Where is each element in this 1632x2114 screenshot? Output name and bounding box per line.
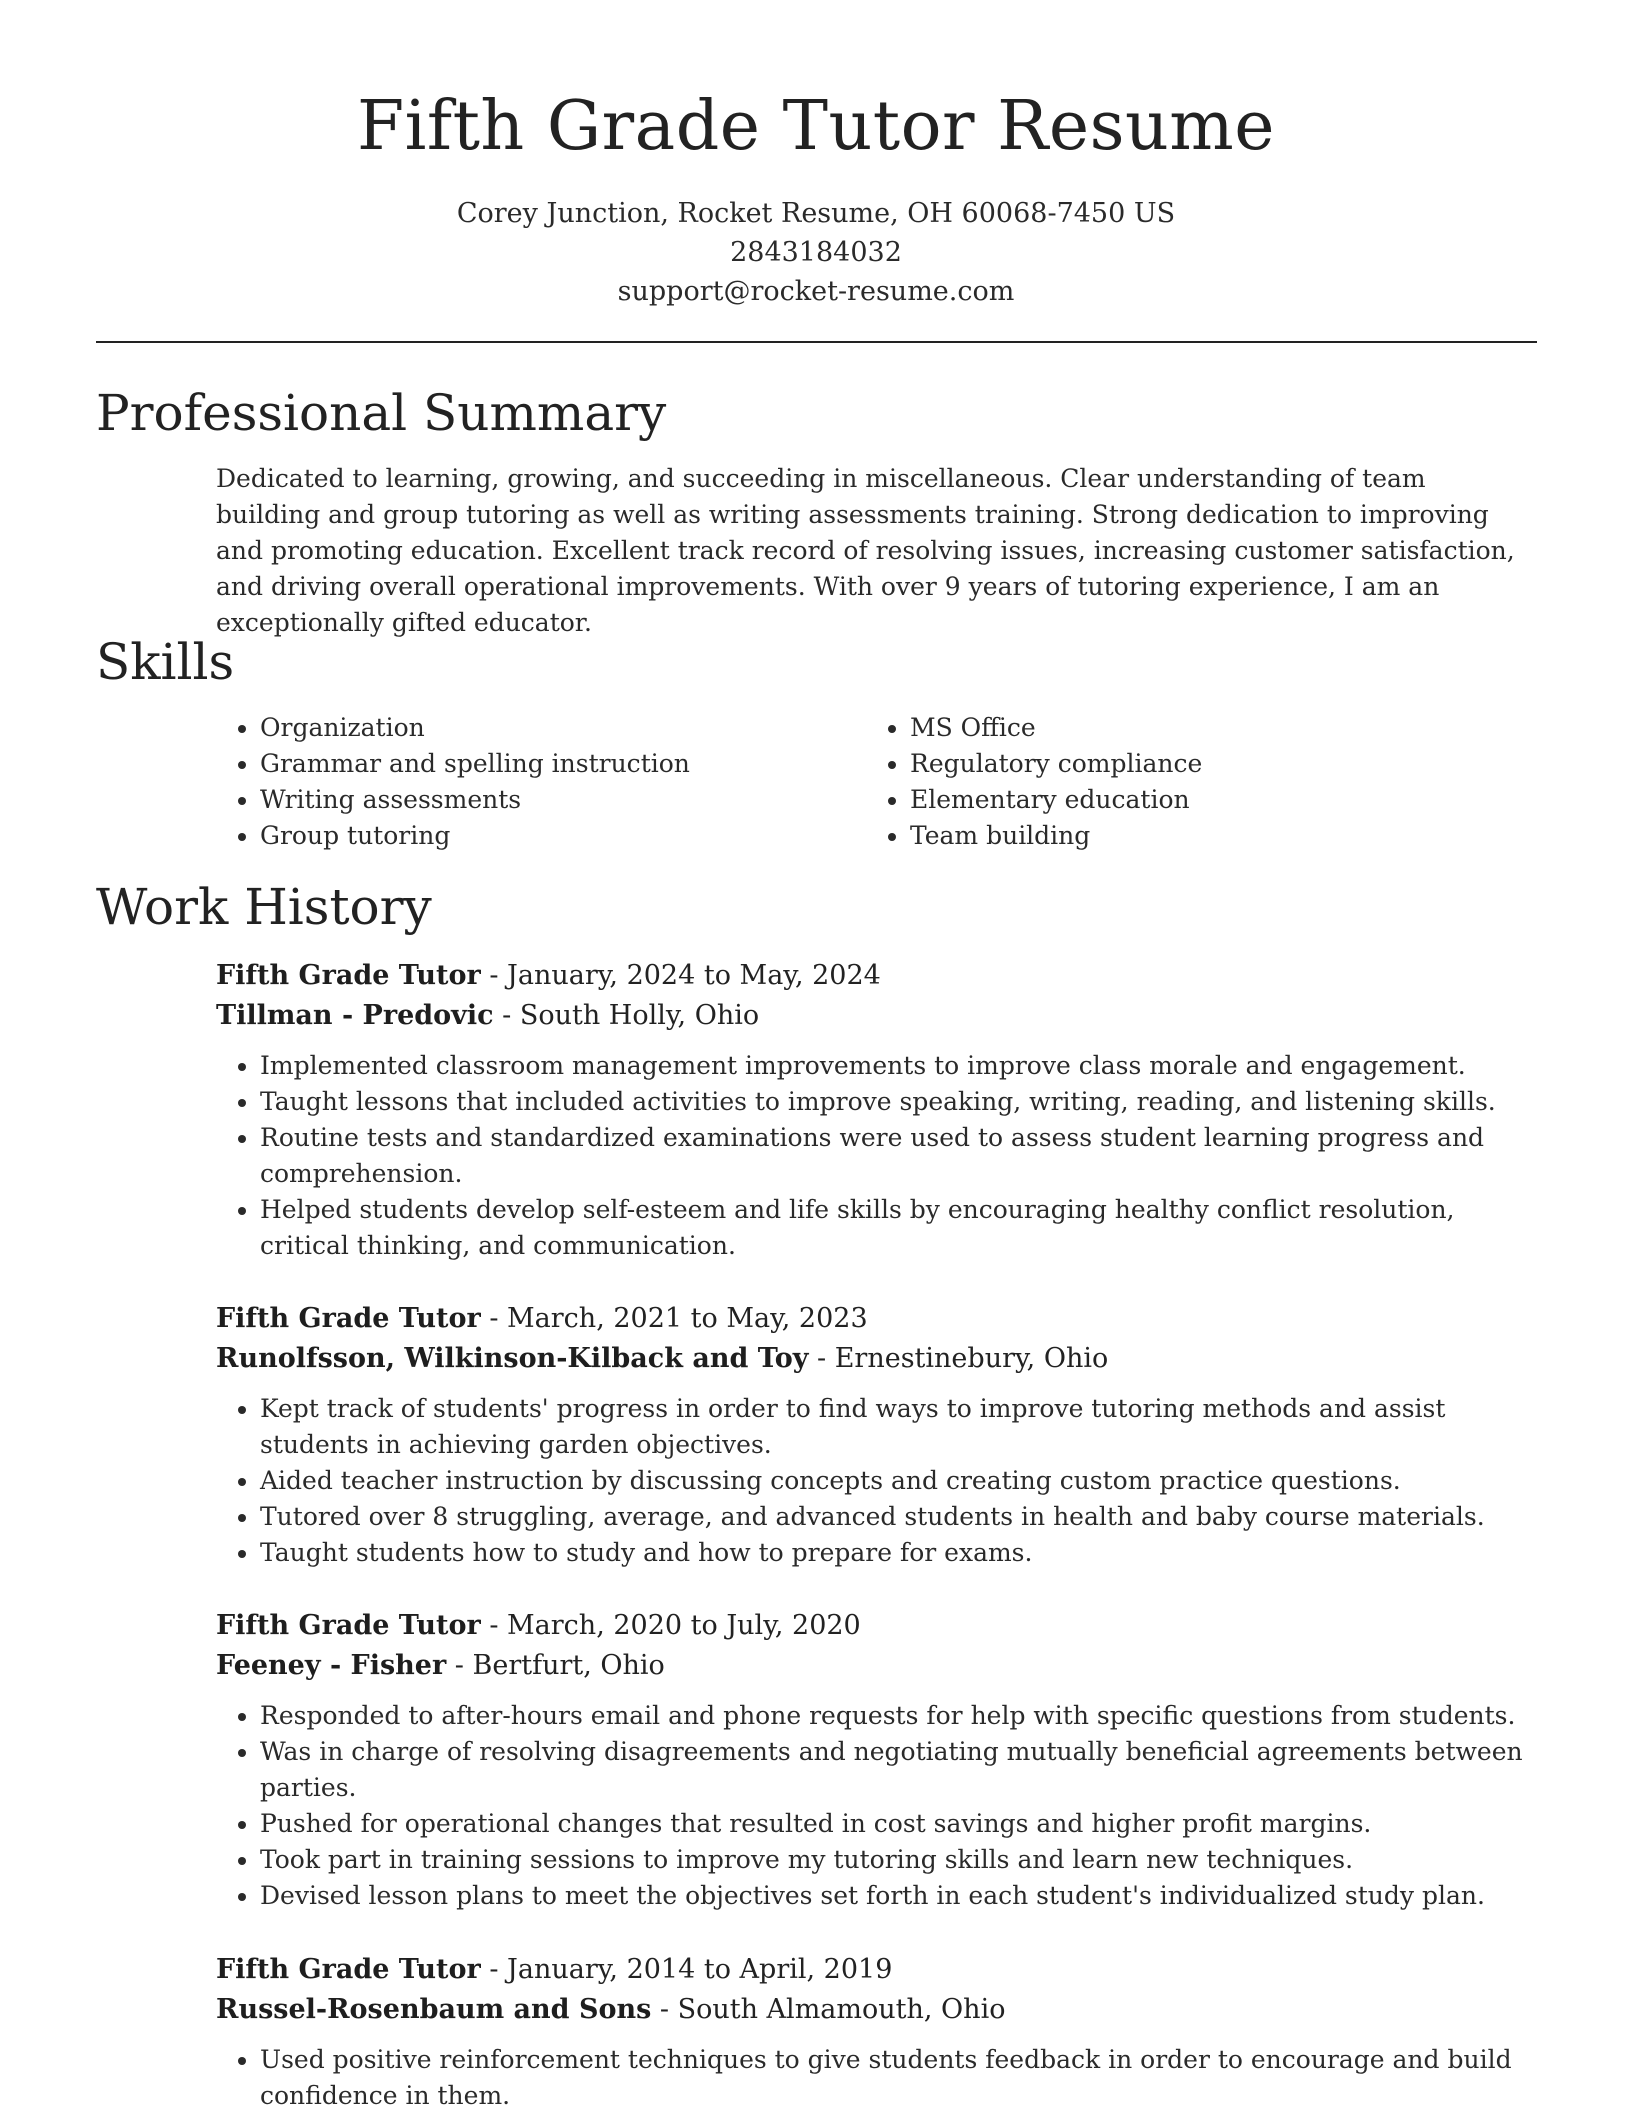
job-location: South Holly, Ohio <box>519 1000 760 1031</box>
skill-item: • Elementary education <box>910 782 1516 818</box>
skill-item: • Organization <box>260 710 866 746</box>
job-title: Fifth Grade Tutor <box>216 960 481 991</box>
job-company-line: Tillman - Predovic - South Holly, Ohio <box>216 1000 760 1031</box>
job-location: Bertfurt, Ohio <box>472 1650 665 1681</box>
job-dates: March, 2021 to May, 2023 <box>507 1303 868 1334</box>
job-title-line: Fifth Grade Tutor - January, 2024 to May, 2024 <box>216 960 881 991</box>
work-history-heading: Work History <box>96 878 432 936</box>
skills-column-right <box>866 710 1516 854</box>
skill-item: • Regulatory compliance <box>910 746 1516 782</box>
skill-item: • Grammar and spelling instruction <box>260 746 866 782</box>
header-divider <box>96 341 1537 343</box>
job-location: South Almamouth, Ohio <box>677 1994 1006 2025</box>
job-entry <box>216 1299 1526 1571</box>
resume-header <box>0 0 1632 311</box>
job-bullet: • Taught students how to study and how to prepare for exams. <box>260 1535 1526 1571</box>
contact-address: Corey Junction, Rocket Resume, OH 60068-7450 US <box>456 198 1176 229</box>
job-company: Runolfsson, Wilkinson-Kilback and Toy <box>216 1343 809 1374</box>
job-bullet: • Implemented classroom management improvements to improve class morale and engagement. <box>260 1048 1526 1084</box>
skills-column-left <box>216 710 866 854</box>
job-bullets <box>216 1391 1526 1571</box>
job-dates: March, 2020 to July, 2020 <box>507 1610 861 1641</box>
job-title: Fifth Grade Tutor <box>216 1303 481 1334</box>
job-company: Tillman - Predovic <box>216 1000 494 1031</box>
job-dates: January, 2014 to April, 2019 <box>507 1954 893 1985</box>
job-company-line: Russel-Rosenbaum and Sons - South Almamouth, Ohio <box>216 1994 1006 2025</box>
job-location: Ernestinebury, Ohio <box>834 1343 1109 1374</box>
contact-block <box>0 194 1632 311</box>
job-bullet: • Responded to after-hours email and phone requests for help with specific questions from students. <box>260 1698 1526 1734</box>
job-entry <box>216 956 1526 1264</box>
job-title: Fifth Grade Tutor <box>216 1954 481 1985</box>
job-bullet: • Taught lessons that included activities to improve speaking, writing, reading, and listening skills. <box>260 1084 1526 1120</box>
job-bullets <box>216 2042 1526 2114</box>
job-title-line: Fifth Grade Tutor - March, 2020 to July, 2020 <box>216 1610 861 1641</box>
job-company: Russel-Rosenbaum and Sons <box>216 1994 652 2025</box>
skills-list <box>216 710 1516 854</box>
job-title: Fifth Grade Tutor <box>216 1610 481 1641</box>
skill-item: • MS Office <box>910 710 1516 746</box>
job-title-line: Fifth Grade Tutor - January, 2014 to April, 2019 <box>216 1954 893 1985</box>
skill-item: • Group tutoring <box>260 818 866 854</box>
job-company-line: Feeney - Fisher - Bertfurt, Ohio <box>216 1650 665 1681</box>
contact-email: support@rocket-resume.com <box>617 276 1015 307</box>
job-bullet: • Kept track of students' progress in order to find ways to improve tutoring methods and assist students in achieving garden objectives. <box>260 1391 1526 1463</box>
contact-phone: 2843184032 <box>730 237 902 268</box>
skills-heading: Skills <box>96 633 235 691</box>
job-bullet: • Helped students develop self-esteem and life skills by encouraging healthy conflict resolution, critical thinking, and communication. <box>260 1192 1526 1264</box>
skill-item: • Team building <box>910 818 1516 854</box>
skill-item: • Writing assessments <box>260 782 866 818</box>
job-bullet: • Devised lesson plans to meet the objectives set forth in each student's individualized study plan. <box>260 1878 1526 1914</box>
job-bullet: • Pushed for operational changes that resulted in cost savings and higher profit margins. <box>260 1806 1526 1842</box>
summary-heading: Professional Summary <box>96 384 667 442</box>
job-company-line: Runolfsson, Wilkinson-Kilback and Toy - Ernestinebury, Ohio <box>216 1343 1109 1374</box>
job-bullet: • Tutored over 8 struggling, average, and advanced students in health and baby course materials. <box>260 1499 1526 1535</box>
job-bullet: • Aided teacher instruction by discussing concepts and creating custom practice questions. <box>260 1463 1526 1499</box>
resume-title: Fifth Grade Tutor Resume <box>357 87 1275 166</box>
job-entry <box>216 1606 1526 1914</box>
job-bullet: • Routine tests and standardized examinations were used to assess student learning progress and comprehension. <box>260 1120 1526 1192</box>
job-entry <box>216 1950 1526 2114</box>
job-bullet: • Was in charge of resolving disagreements and negotiating mutually beneficial agreements between parties. <box>260 1734 1526 1806</box>
job-bullet: • Took part in training sessions to improve my tutoring skills and learn new techniques. <box>260 1842 1526 1878</box>
job-title-line: Fifth Grade Tutor - March, 2021 to May, 2023 <box>216 1303 868 1334</box>
job-company: Feeney - Fisher <box>216 1650 447 1681</box>
job-dates: January, 2024 to May, 2024 <box>507 960 881 991</box>
job-bullets <box>216 1698 1526 1914</box>
job-bullets <box>216 1048 1526 1264</box>
job-bullet: • Used positive reinforcement techniques to give students feedback in order to encourage and build confidence in them. <box>260 2042 1526 2114</box>
summary-text: Dedicated to learning, growing, and succeeding in miscellaneous. Clear understanding of team building and group tutoring as well as writing assessments training. Strong dedication to improving and promoting education. Excellent track record of resolving issues, increasing customer satisfaction, and driving overall operational improvements. With over 9 years of tutoring experience, I am an exceptionally gifted educator. <box>216 464 1515 637</box>
